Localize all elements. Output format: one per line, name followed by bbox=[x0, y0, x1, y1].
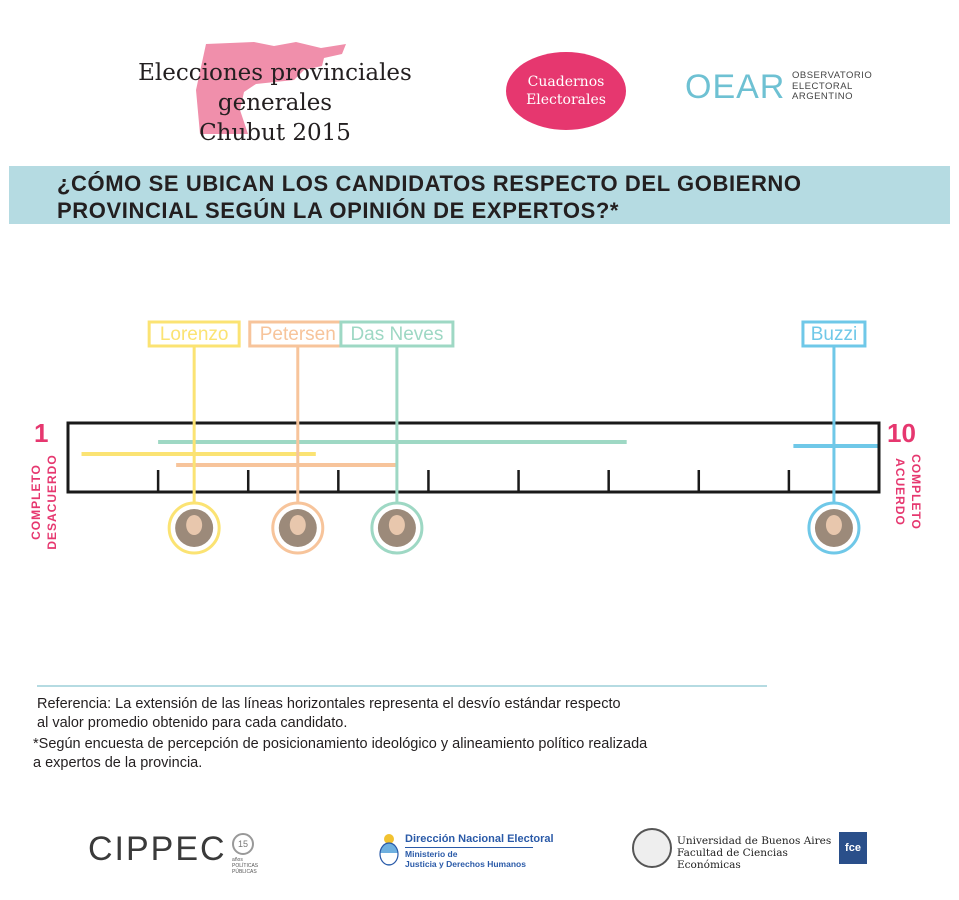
question-line2: PROVINCIAL SEGÚN LA OPINIÓN DE EXPERTOS?* bbox=[57, 198, 620, 223]
candidate-face-petersen bbox=[290, 515, 306, 535]
header-title-line2: Chubut 2015 bbox=[199, 120, 351, 146]
max-desc-line2: ACUERDO bbox=[893, 458, 907, 526]
badge-line2: Electorales bbox=[526, 92, 606, 108]
candidate-position-chart bbox=[0, 300, 959, 570]
reference-line1: Referencia: La extensión de las líneas horizontales representa el desvío estándar respecto bbox=[37, 696, 621, 712]
oear-sub bbox=[792, 71, 912, 103]
oear-mark: OEAR bbox=[685, 68, 786, 106]
uba-line2: Facultad de Ciencias Económicas bbox=[677, 847, 788, 871]
candidate-face-lorenzo bbox=[186, 515, 202, 535]
header-title bbox=[80, 58, 470, 148]
candidate-face-das-neves bbox=[389, 515, 405, 535]
survey-line2: a expertos de la provincia. bbox=[33, 754, 203, 771]
badge-line1: Cuadernos bbox=[527, 74, 605, 90]
dne-title: Dirección Nacional Electoral bbox=[405, 833, 554, 845]
reference-note bbox=[37, 695, 797, 732]
uba-seal-icon bbox=[632, 828, 672, 868]
oear-sub-line1: OBSERVATORIO bbox=[792, 70, 873, 81]
scale-frame bbox=[68, 423, 879, 492]
argentina-emblem-icon bbox=[378, 833, 400, 867]
min-desc-line2: DESACUERDO bbox=[45, 454, 59, 550]
scale-min-label: 1 bbox=[34, 418, 49, 448]
max-desc-line1: COMPLETO bbox=[909, 454, 923, 530]
cippec-sub-line1: POLÍTICAS bbox=[232, 863, 259, 869]
reference-line2: al valor promedio obtenido para cada candidato. bbox=[37, 714, 348, 731]
oear-sub-line3: ARGENTINO bbox=[792, 91, 853, 102]
header-title-line1: Elecciones provinciales generales bbox=[138, 60, 412, 116]
candidate-label-das-neves: Das Neves bbox=[350, 324, 444, 345]
question-line1: ¿CÓMO SE UBICAN LOS CANDIDATOS RESPECTO DEL GOBIERNO bbox=[57, 171, 802, 196]
candidate-label-lorenzo: Lorenzo bbox=[159, 324, 229, 345]
cippec-years: años bbox=[232, 857, 243, 863]
cippec-sub bbox=[232, 857, 272, 875]
scale-max-label: 10 bbox=[887, 418, 916, 448]
survey-note bbox=[33, 735, 813, 772]
candidate-face-buzzi bbox=[826, 515, 842, 535]
question-title bbox=[57, 170, 937, 224]
candidate-label-buzzi: Buzzi bbox=[810, 324, 858, 345]
cippec-logo: CIPPEC bbox=[88, 830, 227, 868]
cippec-sub-line2: PÚBLICAS bbox=[232, 869, 257, 875]
cuadernos-electorales-badge bbox=[506, 52, 626, 130]
dne-sub bbox=[405, 849, 605, 869]
fce-logo: fce bbox=[839, 832, 867, 864]
dne-sub-line2: Justicia y Derechos Humanos bbox=[405, 859, 526, 869]
dne-sub-line1: Ministerio de bbox=[405, 849, 458, 859]
oear-logo bbox=[685, 68, 873, 107]
oear-sub-line2: ELECTORAL bbox=[792, 80, 853, 92]
dne-divider bbox=[405, 847, 533, 848]
cippec-15-badge: 15 bbox=[232, 833, 254, 855]
survey-line1: *Según encuesta de percepción de posicionamiento ideológico y alineamiento político realizada bbox=[33, 736, 648, 752]
candidate-label-petersen: Petersen bbox=[259, 324, 336, 345]
reference-divider bbox=[37, 685, 767, 687]
uba-line1: Universidad de Buenos Aires bbox=[677, 835, 832, 847]
uba-text bbox=[677, 835, 847, 871]
min-desc-line1: COMPLETO bbox=[29, 464, 43, 540]
